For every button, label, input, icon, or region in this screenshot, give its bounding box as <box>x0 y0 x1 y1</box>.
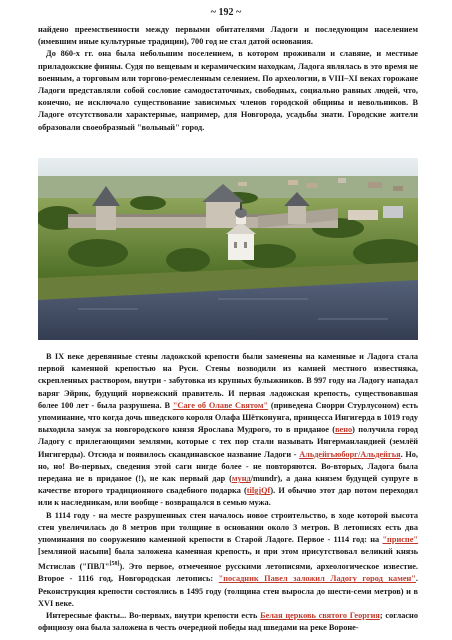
paragraph <box>38 351 418 510</box>
paragraph <box>38 610 418 634</box>
text-run: . Но, но, но! Во-первых, сведения этой саги нигде более - не повторяются. Во-вторых, Ладога была передана не в приданое (!), не как первый дар ( <box>38 449 419 484</box>
text-run: В IX веке деревянные стены ладожской крепости были заменены на каменные и Ладога стала первой каменной крепостью на Руси. Стены возводили из камней местного известняка, скрепленных раствором, внутри - забутовка из крупных булыжников. В 997 году на Ладогу нападал варяг Эйрик, будущий норвежский правитель. И первая ладожская крепость, существовавшая более 100 лет - была разрушена. В <box>38 352 418 410</box>
paragraph: До 860-х гг. она была небольшим поселением, в котором проживали и славяне, и местные приладожские финны. Судя по вещевым и керамическим находкам, Ладога являлась в это время не военным, а торговым или торгово-ремесленным селением. По археологии, в VIII–XI веках горожане Ладоги представляли собой сословие самодостаточных, свободных, социально равных людей, что, конечно, не исключало существование зависимых членов городской общины и невольников. В Ладоге отсутствовали характерные, например, для Новгорода, усадьбы знати. Городские жители образовали своеобразный "вольный" город. <box>38 49 418 132</box>
text-run: /mundr), а дана князем будущей супруге в качестве второго традиционного свадебного подарка ( <box>38 474 418 496</box>
prispe-link[interactable]: "приспе" <box>382 535 418 545</box>
mund-link[interactable]: мунд <box>231 474 251 484</box>
saga-link[interactable]: "Саге об Олаве Святом" <box>172 400 269 410</box>
text-run: В 1114 году - на месте разрушенных стен началось новое строительство, в ходе которой высота стен увеличилась до 8 метров при толщине в основании около 3 метров. В летописях есть два упоминания по сооружению каменной крепости в Старой Ладоге. Первое - 1114 год: на <box>38 510 418 545</box>
tilgjqf-link[interactable]: tilgjQf <box>246 486 271 496</box>
paragraph <box>38 510 418 610</box>
aldeigjuborg-link[interactable]: Альдейгьюборг/Альдейгья <box>299 449 401 459</box>
page-number: ~ 192 ~ <box>210 7 242 18</box>
text-run: ; согласно официозу она была заложена в честь очередной победы над шведами на реке Вороне- <box>38 611 418 633</box>
text-run: ). Это первое, отмеченное русскими летописями, археологическое известие. Второе - 1116 год, Новгородская летопись: <box>38 562 418 584</box>
text-run: Интересные факты... Во-первых, внутри крепости есть <box>46 611 261 621</box>
veno-link[interactable]: вено <box>335 425 353 435</box>
text-run: (приведена Снорри Стурлусоном) есть упоминание, что когда дочь шведского короля Олафа Шётконунга, принцесса Ингигерда в 1019 году выходила замуж за новгородского князя Ярослава Мудрого, то в приданое ( <box>38 400 418 435</box>
text-section-bottom <box>38 351 418 634</box>
text-run: [земляной насыпи] была заложена каменная крепость, и при этом присутствовал великий князь Мстислав ("ПВЛ" <box>38 547 418 572</box>
fortress-photo-illustration <box>38 158 418 340</box>
chronicle-quote-link[interactable]: "посадник Павел заложил Ладогу город камен" <box>218 574 416 584</box>
text-section-top <box>38 24 418 134</box>
text-run: ) получила город Ладогу с прилегающими землями, которые с тех пор стали называть Ингерманландией (землёй Ингигерды). Отсюда и появилось скандинавское название Ладоги - <box>38 425 419 459</box>
paragraph: найдено преемственности между первыми обитателями Ладоги и последующим населением (имевшим иные культурные традиции), 700 год не стал датой основания. <box>38 25 418 47</box>
church-link[interactable]: Белая церковь святого Георгия <box>260 611 380 621</box>
text-run: . Реконструкция крепости состоялись в 1495 году (толщина стен выросла до шести-семи метров) и в XVI веке. <box>38 574 418 608</box>
footnote-ref[interactable]: [58] <box>109 561 120 568</box>
fortress-photo <box>38 158 418 340</box>
text-run: ). И обычно этот дар потом переходил или к наследникам, или вообще - возвращался в семью мужа. <box>38 486 419 508</box>
